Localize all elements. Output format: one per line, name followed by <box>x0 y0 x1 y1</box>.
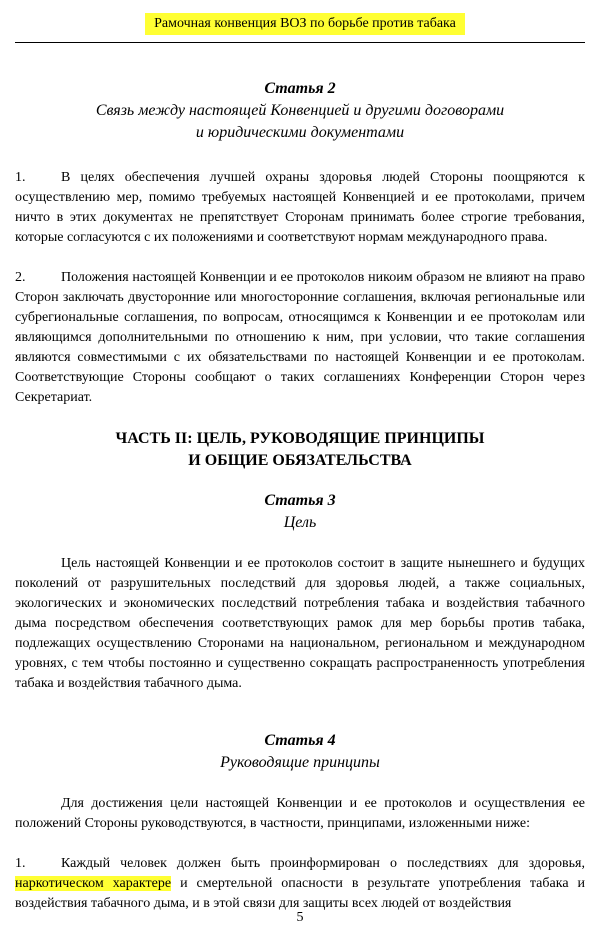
paragraph-number: 1. <box>15 170 26 185</box>
article-2-subtitle-line2: и юридическими документами <box>195 124 405 141</box>
article-2-subtitle-line1: Связь между настоящей Конвенцией и другими договорами <box>95 102 505 119</box>
article-4 <box>15 730 585 914</box>
article-2-title: Статья 2 <box>264 80 336 97</box>
part-2-title-line1: ЧАСТЬ II: ЦЕЛЬ, РУКОВОДЯЩИЕ ПРИНЦИПЫ <box>115 430 485 447</box>
highlighted-text: наркотическом характере <box>15 876 172 891</box>
part-2-heading <box>15 428 585 472</box>
paragraph-text-b: и смертельной опасности в результате употребления табака и воздействия табачного дыма, и в этой связи для защиты всех людей от воздействия <box>15 876 585 911</box>
article-4-subtitle: Руководящие принципы <box>220 754 380 771</box>
article-2 <box>15 78 585 408</box>
document-body <box>15 78 585 914</box>
article-2-paragraph-1 <box>15 168 585 248</box>
article-3 <box>15 490 585 694</box>
paragraph-text: В целях обеспечения лучшей охраны здоровья людей Стороны поощряются к осуществлению мер, помимо требуемых настоящей Конвенцией и ее протоколами, причем ничто в этих документах не препятствует Сторонам принимать более строгие требования, которые согласуются с их положениями и соответствуют нормам международного права. <box>15 170 585 245</box>
document-header <box>0 13 600 35</box>
article-3-subtitle: Цель <box>283 514 317 531</box>
paragraph-number: 1. <box>15 856 26 871</box>
article-4-title: Статья 4 <box>264 732 336 749</box>
page-number: 5 <box>296 910 304 925</box>
article-2-paragraph-2 <box>15 268 585 408</box>
part-2-title-line2: И ОБЩИЕ ОБЯЗАТЕЛЬСТВА <box>188 452 412 469</box>
article-3-paragraph: Цель настоящей Конвенции и ее протоколов состоит в защите нынешнего и будущих поколений от разрушительных последствий для здоровья людей, а также социальных, экологических и экономических последствий потребления табака и воздействия табачного дыма посредством обеспечения соответствующих рамок для мер борьбы против табака, подлежащих осуществлению Сторонами на национальном, региональном и международном уровнях, с тем чтобы постоянно и существенно сокращать распространенность употребления табака и воздействия табачного дыма. <box>15 556 585 691</box>
paragraph-number: 2. <box>15 270 26 285</box>
paragraph-text: Положения настоящей Конвенции и ее протоколов никоим образом не влияют на право Сторон заключать двусторонние или многосторонние соглашения, включая региональные или субрегиональные соглашения, по вопросам, относящимся к Конвенции и ее протоколам или являющимся дополнительными по отношению к ним, при условии, что такие соглашения являются совместимыми с их обязательствами по настоящей Конвенции и ее протоколам. Соответствующие Стороны сообщают о таких соглашениях Конференции Сторон через Секретариат. <box>15 270 585 405</box>
header-divider <box>15 42 585 43</box>
article-4-intro: Для достижения цели настоящей Конвенции и ее протоколов и осуществления ее положений Стороны руководствуются, в частности, принципами, изложенными ниже: <box>15 796 585 831</box>
document-title: Рамочная конвенция ВОЗ по борьбе против табака <box>145 13 465 35</box>
paragraph-text-a: Каждый человек должен быть проинформирован о последствиях для здоровья, <box>61 856 585 871</box>
article-4-paragraph-1 <box>15 854 585 914</box>
article-3-title: Статья 3 <box>264 492 336 509</box>
